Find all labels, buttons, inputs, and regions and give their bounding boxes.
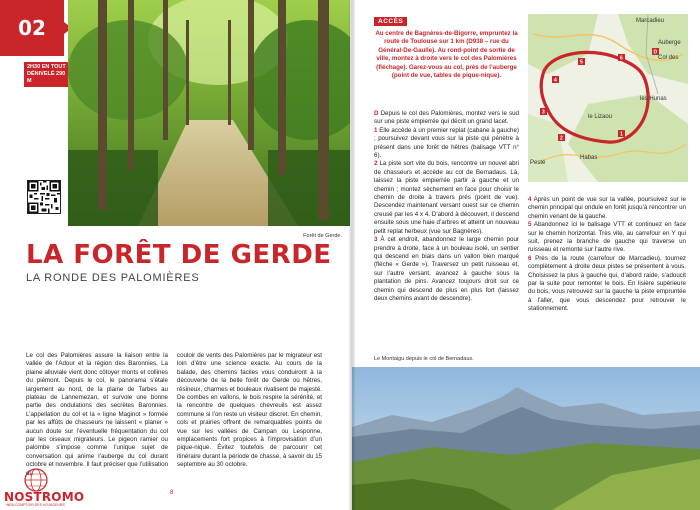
step-item <box>528 255 686 314</box>
book-gutter <box>349 0 355 510</box>
step-number: D <box>374 110 379 117</box>
map-label-col: Col des <box>658 55 679 61</box>
step-item <box>528 196 686 221</box>
step-text: Depuis le col des Palomières, montez vers le sud sur une piste empierrée qui décrit un grand lacet. <box>374 110 519 126</box>
step-text: Après un point de vue sur la vallée, poursuivez sur le chemin principal qui ondule en forêt jusqu’à rencontrer un chemin venant de la gauche. <box>528 196 686 220</box>
page-title: LA FORÊT DE GERDE <box>26 240 332 270</box>
duration-value: 2H30 <box>27 64 41 70</box>
step-text: Abandonnez ici le balisage VTT et continuez en face sur le chemin horizontal. Très vite, au carrefour en Y qui suit, prenez la branche de gauche qui traverse un ruisseau et remonte sur l’autre rive. <box>528 221 686 254</box>
svg-text:D: D <box>653 49 658 56</box>
svg-text:4: 4 <box>554 77 557 84</box>
steps-column-left <box>374 110 519 303</box>
map-label-auberge: Auberge <box>658 40 681 46</box>
body-column-2: couloir de vents des Palomières par le migrateur est loin d’être une science exacte. Au cours de la balade, des chemins faciles vous conduiront à la découverte de la belle forêt de Gerde où hêtres, résineux, charmes et bouleaux rivalisent de majesté. De combes en vallons, le bois respire la sérénité, et la rencontre de quelques chevreuils est assez commune si l’on reste un visiteur discret. En chemin, cols et prairies offrent de remarquables points de vue sur les vallées de Campan ou Lesponne, emplacements fort propices à l’improvisation d’un pique-nique. Évitez toutefois de parcourir cet itinéraire durant la période de chasse, à savoir du 15 septembre au 30 octobre. <box>177 352 322 469</box>
steps-column-right <box>528 196 686 314</box>
logo-name: NOSTROMO <box>4 490 85 504</box>
step-item <box>374 110 519 127</box>
access-text: Au centre de Bagnères-de-Bigorre, empruntez la route de Toulouse sur 1 km (D938 – rue du Général-De-Gaulle). Au rond-point de sortie de ville, montez à droite vers le col des Palomières (fléchage). Garez-vous au col, près de l’auberge (point de vue, tables de pique-nique). <box>375 30 518 80</box>
svg-text:6: 6 <box>620 55 623 62</box>
step-item <box>528 221 686 255</box>
step-item <box>374 236 519 303</box>
logo-tagline: WEB COMPTOIR DES VOYAGEURS <box>6 503 65 507</box>
page-subtitle: LA RONDE DES PALOMIÈRES <box>26 272 200 284</box>
nostromo-logo <box>0 466 85 510</box>
step-text: La piste sort vite du bois, rencontre un nouvel abri de chasseurs et accède au col de Bernadaus. Là, laissez la piste empierrée partir à gauche et un chemin ; montez sèchement en face pour choisir le chemin de droite à travers prés (point de vue). Descendez maintenant versant ouest sur ce chemin creusé par les 4 x 4. D’abord à découvert, il descend ensuite sous une haie d’arbres et atteint un nouveau petit replat herbeux (vue sur Bagnères). <box>374 160 519 235</box>
step-item <box>374 127 519 161</box>
duration-line <box>27 64 67 71</box>
svg-text:5: 5 <box>580 59 583 66</box>
map-label-marcadieu: Marcadieu <box>636 18 665 24</box>
svg-text:1: 1 <box>620 131 623 138</box>
elevation-label: DÉNIVELÉ <box>27 71 55 77</box>
step-number: 3 <box>374 236 378 244</box>
step-number: 5 <box>528 221 532 229</box>
map-label-hunas: les Hunas <box>640 96 667 102</box>
step-number: 1 <box>374 126 378 134</box>
step-number: 4 <box>528 196 532 203</box>
duration-suffix: EN TOUT <box>41 64 66 70</box>
right-page <box>352 0 700 510</box>
page-number: 8 <box>170 490 174 496</box>
access-heading: ACCÈS <box>374 17 407 26</box>
svg-text:3: 3 <box>542 109 545 116</box>
route-stats-box <box>24 62 70 87</box>
step-number: 6 <box>528 254 532 262</box>
step-number: 2 <box>374 160 378 168</box>
forest-photo-caption: Forêt de Gerde. <box>303 233 342 239</box>
map-label-habas: Habas <box>580 155 598 161</box>
step-text: À cet endroit, abandonnez le large chemin pour prendre à droite, face à un bouleau isolé, un sentier qui descend en biais dans un vallon bien marqué (flèche « Gerde »). Traversez un petit ruisseau et, sur l’autre versant, avancez à gauche sous la plantation de pins. Avancez toujours droit sur ce chemin qui descend de plus en plus fort (laissez deux chemins avant de descendre). <box>374 236 519 302</box>
route-number: 02 <box>18 16 46 40</box>
mountain-photo <box>352 367 700 510</box>
qr-code[interactable] <box>27 180 61 214</box>
mountain-photo-caption: Le Montaigu depuis le col de Bernadaus. <box>374 356 474 362</box>
svg-text:2: 2 <box>560 135 563 142</box>
body-column-1: Le col des Palomières assure la liaison entre la vallée de l’Adour et la région des Baronnies. La plaine alluviale vient donc côtoyer monts et collines du piémont. Depuis le col, le panorama s’étale largement au nord, de la plaine de Tarbes au plateau de Lannemezan, et survole une bonne partie des ondulations des secrètes Baronnies. L’appellation du col et la « ligne Maginot » formée par les affûts de chasseurs ne laissent « planer » aucun doute sur l’éventuelle fréquentation du col par les oiseaux migrateurs. Le pigeon ramier ou palombe s’impose comme l’unique sujet de conversation qui anime l’auberge du col durant octobre et novembre. Il faut préciser que l’utilisation du <box>26 352 168 477</box>
step-text: Elle accède à un premier replat (cabane à gauche) ; poursuivez devant vous sur la piste qui pénètre à présent dans une forêt de hêtres (balisage VTT n° 6). <box>374 126 519 160</box>
elevation-value: 290 M <box>27 71 66 84</box>
step-item <box>374 160 519 236</box>
route-number-badge <box>0 0 64 56</box>
forest-photo <box>68 0 350 226</box>
map-label-peste: Pesté <box>530 160 546 166</box>
map-label-lizaou: le Lizaou <box>588 114 613 120</box>
route-map[interactable] <box>528 14 688 182</box>
step-text: Près de la route (carrefour de Marcadieu), tournez complètement à droite deux pistes se présentent à vous. Choisissez la plus à gauche qui, d’abord raide, s’adoucit par la suite pour remonter le bois. En lisière supérieure du bois, vous retrouvez sur la gauche la piste empruntée à l’aller, que vous descendez pour retrouver le stationnement. <box>528 254 686 313</box>
elevation-line <box>27 71 67 85</box>
